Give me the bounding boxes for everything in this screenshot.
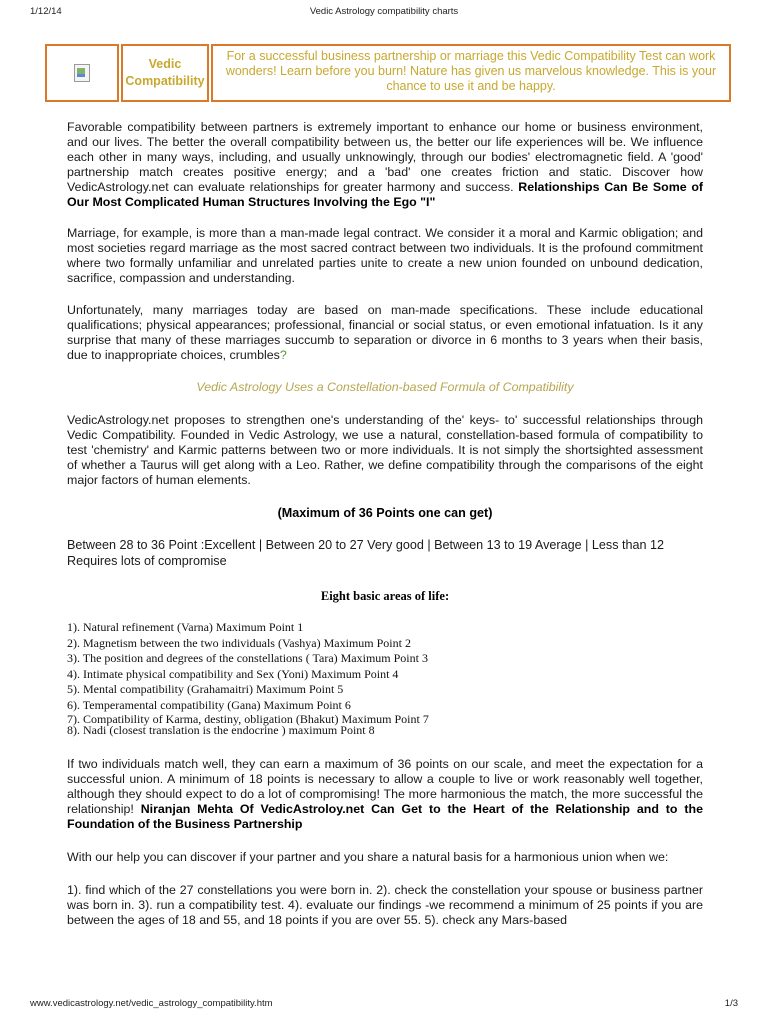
steps-paragraph: 1). find which of the 27 constellations you were born in. 2). check the constellation your spouse or business partner was born in. 3). run a compatibility test. 4). evaluate our findings -we recommend a minimum of 25 points if you are between the ages of 18 and 55, and 18 points if you are over 55. 5). check any Mars-based — [67, 882, 703, 927]
area-item: 4). Intimate physical compatibility and Sex (Yoni) Maximum Point 4 — [67, 666, 399, 681]
brand-line-1: Vedic — [148, 57, 182, 71]
max-points-heading: (Maximum of 36 Points one can get) — [277, 506, 493, 520]
area-item: 7). Compatibility of Karma, destiny, obligation (Bhakut) Maximum Point 7 — [67, 711, 429, 726]
match-text: If two individuals match well, they can earn a maximum of 36 points on our scale, and meet the expectation for a successful union. A minimum of 18 points is necessary to allow a couple to live or work reasonably well together, although they should expect to do a lot of compromising! The more harmonious the match, the more successful the relationship! — [67, 756, 703, 816]
print-date: 1/12/14 — [30, 6, 62, 17]
area-item: 3). The position and degrees of the constellations ( Tara) Maximum Point 3 — [67, 651, 428, 666]
section-heading: Vedic Astrology Uses a Constellation-based Formula of Compatibility — [196, 380, 574, 394]
banner-tagline: For a successful business partnership or marriage this Vedic Compatibility Test can work wonders! Learn before you burn! Nature has given us marvelous knowledge. This is your chance to use it and be happy. — [211, 44, 731, 102]
print-url[interactable]: www.vedicastrology.net/vedic_astrology_compatibility.htm — [30, 998, 273, 1009]
marriage-paragraph: Marriage, for example, is more than a man-made legal contract. We consider it a moral and Karmic obligation; and most societies regard marriage as the most sacred contract between two individuals. It is the profound commitment where two formally unfamiliar and unrelated parties unite to create a new union founded on unbound dedication, sacrifice, compassion and understanding. — [67, 226, 703, 285]
print-footer — [30, 998, 738, 1012]
area-item: 2). Magnetism between the two individuals (Vashya) Maximum Point 2 — [67, 635, 411, 650]
article-body — [67, 120, 703, 928]
area-item: 6). Temperamental compatibility (Gana) Maximum Point 6 — [67, 697, 351, 712]
intro-bold-title: Relationships Can Be Some of Our Most Complicated Human Structures Involving the Ego "I" — [67, 180, 704, 209]
area-item: 1). Natural refinement (Varna) Maximum Point 1 — [67, 620, 304, 634]
brand-line-2: Compatibility — [125, 74, 205, 88]
banner-brand[interactable] — [121, 44, 209, 102]
areas-list — [67, 620, 703, 737]
help-paragraph: With our help you can discover if your partner and you share a natural basis for a harmonious union when we: — [67, 849, 669, 864]
areas-heading: Eight basic areas of life: — [320, 589, 450, 603]
print-page-title: Vedic Astrology compatibility charts — [309, 6, 459, 17]
proposal-paragraph: VedicAstrology.net proposes to strengthen one's understanding of the' keys- to' successful relationships through Vedic Compatibility. Founded in Vedic Astrology, we use a natural, constellation-based formula of compatibility to test 'chemistry' and Karmic patterns between two or more individuals. It is not simply the shortsighted assessment of whether a Taurus will get along with a Leo. Rather, we define compatibility through the comparisons of the eight major factors of human elements. — [67, 413, 703, 487]
area-item: 8). Nadi (closest translation is the endocrine ) maximum Point 8 — [67, 723, 375, 738]
intro-text: Favorable compatibility between partners is extremely important to enhance our home or business environment, and our lives. The better the overall compatibility between us, the better our life experiences will be. We influence each other in many ways, including, and usually unknowingly, through our bodies' electromagnetic field. A 'good' partnership match creates positive energy; and a 'bad' one creates friction and static. Discover how VedicAstrology.net can evaluate relationships for greater harmony and success. — [67, 120, 703, 194]
header-banner — [45, 44, 731, 102]
area-item: 5). Mental compatibility (Grahamaitri) Maximum Point 5 — [67, 682, 344, 697]
broken-image-icon — [74, 64, 90, 82]
match-bold-text: Niranjan Mehta Of VedicAstroloy.net Can Get to the Heart of the Relationship and to the Foundation of the Business Partnership — [67, 801, 703, 831]
unfortunately-text: Unfortunately, many marriages today are based on man-made specifications. These include educational qualifications; physical appearances; professional, financial or social status, or even emotional infatuation. Is it any surprise that many of these marriages succumb to separation or divorce in 6 months to 3 years when their basis, due to inappropriate choices, crumbles — [67, 303, 703, 362]
print-header — [30, 6, 738, 20]
banner-image-cell — [45, 44, 119, 102]
question-mark: ? — [279, 348, 287, 362]
intro-paragraph — [67, 120, 703, 210]
match-paragraph — [67, 757, 703, 832]
unfortunately-paragraph — [67, 303, 703, 363]
print-page-count: 1/3 — [724, 998, 738, 1009]
score-ranges: Between 28 to 36 Point :Excellent | Between 20 to 27 Very good | Between 13 to 19 Average | Less than 12 Requires lots of compromise — [67, 538, 665, 568]
